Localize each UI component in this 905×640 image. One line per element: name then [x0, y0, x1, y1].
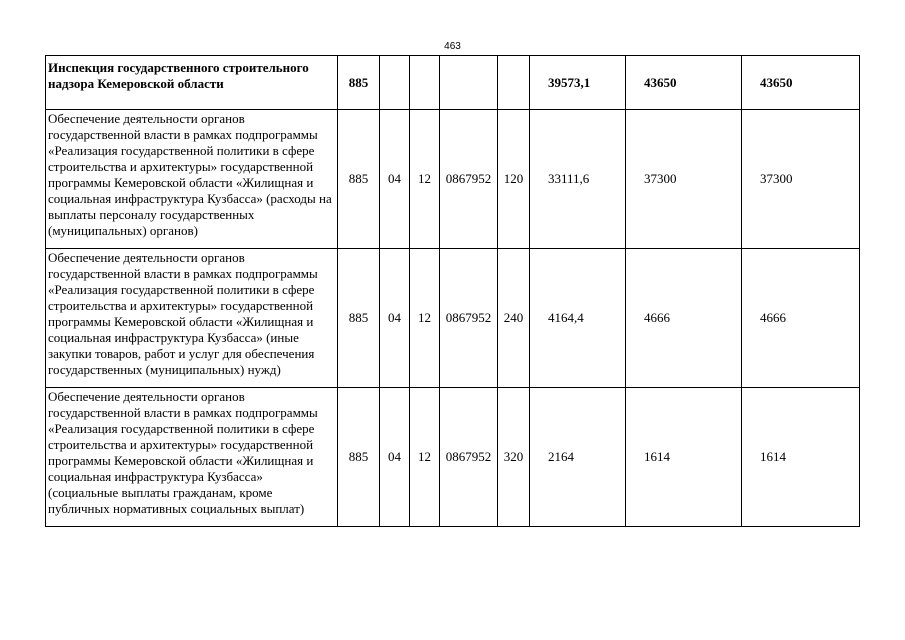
- ministry-code: 885: [338, 110, 380, 249]
- section-code: 04: [380, 388, 410, 527]
- table-row: [46, 110, 860, 249]
- amount-year-1: 39573,1: [530, 56, 626, 110]
- target-article-code: 0867952: [440, 249, 498, 388]
- expense-type-code: 320: [498, 388, 530, 527]
- table-row: [46, 388, 860, 527]
- row-name: Обеспечение деятельности органов государственной власти в рамках подпрограммы «Реализация государственной политики в сфере строительства и архитектуры» государственной программы Кемеровской области «Жилищная и социальная инфраструктура Кузбасса» (социальные выплаты гражданам, кроме публичных нормативных социальных выплат): [46, 388, 338, 527]
- target-article-code: 0867952: [440, 388, 498, 527]
- amount-year-3: 37300: [742, 110, 860, 249]
- section-code: [380, 56, 410, 110]
- subsection-code: 12: [410, 249, 440, 388]
- ministry-code: 885: [338, 249, 380, 388]
- amount-year-1: 2164: [530, 388, 626, 527]
- page-number: 463: [444, 41, 461, 52]
- amount-year-1: 4164,4: [530, 249, 626, 388]
- amount-year-3: 4666: [742, 249, 860, 388]
- budget-table: [45, 55, 860, 527]
- row-name: Обеспечение деятельности органов государственной власти в рамках подпрограммы «Реализация государственной политики в сфере строительства и архитектуры» государственной программы Кемеровской области «Жилищная и социальная инфраструктура Кузбасса» (расходы на выплаты персоналу государственных (муниципальных) органов): [46, 110, 338, 249]
- amount-year-2: 43650: [626, 56, 742, 110]
- section-code: 04: [380, 249, 410, 388]
- amount-year-2: 4666: [626, 249, 742, 388]
- amount-year-3: 43650: [742, 56, 860, 110]
- subsection-code: 12: [410, 388, 440, 527]
- table-row-inspection-total: [46, 56, 860, 110]
- expense-type-code: 240: [498, 249, 530, 388]
- ministry-code: 885: [338, 56, 380, 110]
- row-name: Обеспечение деятельности органов государственной власти в рамках подпрограммы «Реализация государственной политики в сфере строительства и архитектуры» государственной программы Кемеровской области «Жилищная и социальная инфраструктура Кузбасса» (иные закупки товаров, работ и услуг для обеспечения государственных (муниципальных) нужд): [46, 249, 338, 388]
- amount-year-1: 33111,6: [530, 110, 626, 249]
- ministry-code: 885: [338, 388, 380, 527]
- subsection-code: 12: [410, 110, 440, 249]
- section-code: 04: [380, 110, 410, 249]
- table-row: [46, 249, 860, 388]
- expense-type-code: 120: [498, 110, 530, 249]
- row-name: Инспекция государственного строительного надзора Кемеровской области: [46, 56, 338, 110]
- subsection-code: [410, 56, 440, 110]
- amount-year-2: 1614: [626, 388, 742, 527]
- target-article-code: 0867952: [440, 110, 498, 249]
- amount-year-3: 1614: [742, 388, 860, 527]
- target-article-code: [440, 56, 498, 110]
- amount-year-2: 37300: [626, 110, 742, 249]
- expense-type-code: [498, 56, 530, 110]
